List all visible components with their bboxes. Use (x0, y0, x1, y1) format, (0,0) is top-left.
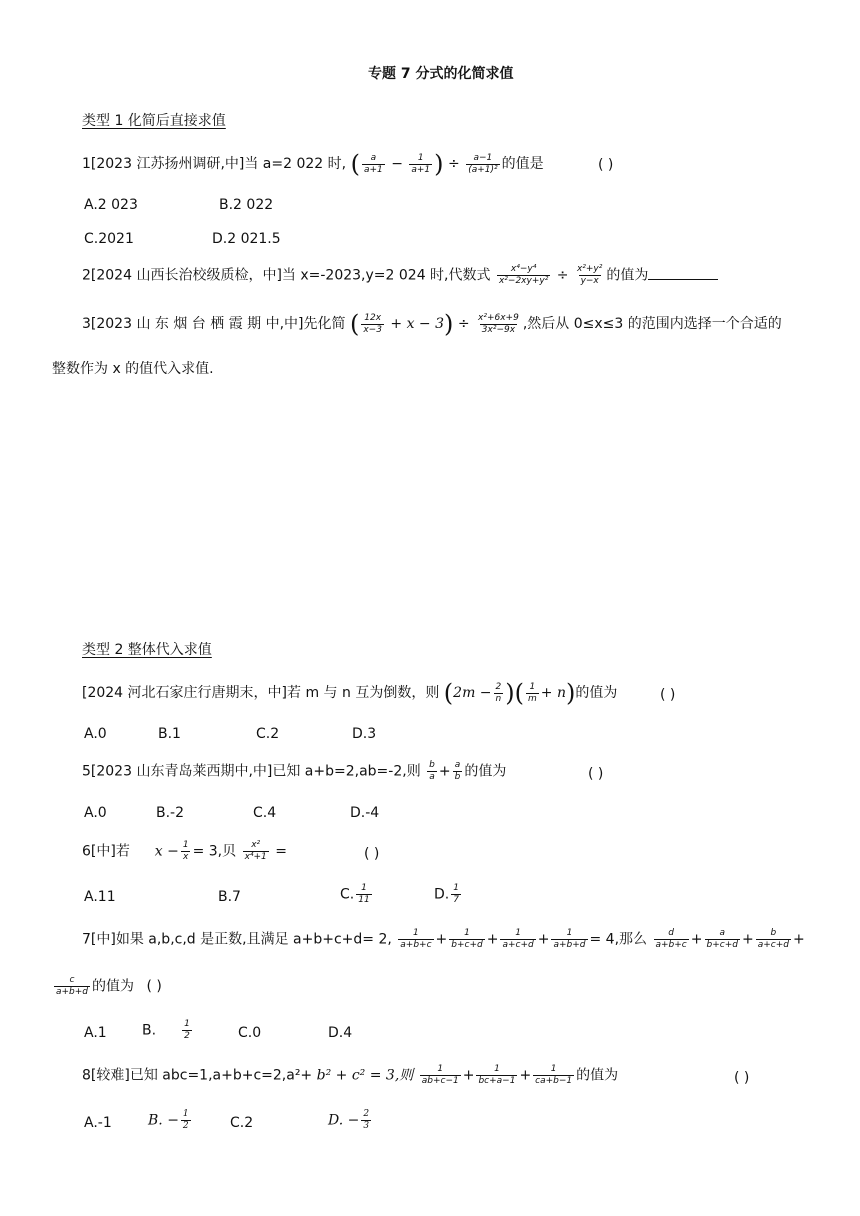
q6-expr: x − (154, 843, 179, 860)
right-paren: ) (566, 679, 576, 707)
q5-prefix: 5[2023 山东青岛莱西期中,中]已知 a+b=2,ab=-2,则 (82, 763, 421, 780)
plus-sign: + (792, 931, 805, 948)
divide-sign: ÷ (457, 316, 470, 332)
q2-answer-blank (648, 279, 718, 280)
q5-option-b: B.-2 (156, 805, 185, 821)
q8-fraction-2: $\frac{1}{bc+a-1}$ (478, 1064, 516, 1086)
q3-fraction-2: $\frac{\text{x²+6x+9}}{\text{3x²−9x}}$ (478, 312, 519, 335)
q4-prefix: [2024 河北石家庄行唐期末，中]若 m 与 n 互为倒数，则 (82, 685, 440, 701)
q5-fraction-2: $\frac{a}{b}$ (454, 760, 461, 782)
equals-sign: = (275, 843, 287, 860)
q2-prefix: 2[2024 山西长治校级质检，中]当 x=-2023,y=2 024 时,代数式 (82, 267, 491, 284)
q5-option-a: A.0 (84, 805, 107, 821)
q7-option-c: C.0 (238, 1025, 262, 1041)
divide-sign: ÷ (448, 156, 460, 172)
q2-suffix: 的值为 (606, 267, 649, 284)
question-7: 7[中]如果 a,b,c,d 是正数,且满足 a+b+c+d= 2, $\frac{1}{a+b+c}$ + $\frac{1}{b+c+d}$ + $\frac{1}{a+c+d}$ + $\frac{1}{a+b+d}$ = 4,那么 $\frac{d}{a+b+c}$ + $\frac{a}{b+c+d}$ + $\frac{b}{a+c+d}$ + (82, 928, 805, 950)
question-3 (82, 312, 782, 336)
q1-fraction-2: $\frac{1}{a+1}$ (411, 152, 431, 175)
q7-fraction-5: $\frac{d}{a+b+c}$ (655, 928, 687, 950)
question-6 (82, 840, 287, 863)
q7-prefix: 7[中]如果 a,b,c,d 是正数,且满足 a+b+c+d= 2, (82, 931, 392, 948)
q8-expr: b² + c² = 3,则 (316, 1067, 414, 1084)
q8-fraction-3: $\frac{1}{ca+b-1}$ (535, 1064, 573, 1086)
q2-fraction-2: $\frac{\text{x²+y²}}{y-x}$ (576, 264, 603, 286)
q6-option-c: C. $\frac{1}{11}$ (340, 883, 370, 905)
q6-prefix: 6[中]若 (82, 843, 130, 860)
plus-sign: + (438, 763, 451, 780)
q7-fraction-7: $\frac{b}{a+c+d}$ (757, 928, 789, 950)
q8-prefix: 8[较难]已知 abc=1,a+b+c=2,a²+ (82, 1067, 313, 1084)
q1-fraction-3: $\frac{a-1}{\text{(a+1)²}}$ (468, 152, 498, 175)
q4-answer-bracket: ( ) (660, 687, 676, 703)
section-heading-2: 类型 2 整体代入求值 (82, 642, 212, 658)
q7-fraction-4: $\frac{1}{a+b+d}$ (553, 928, 586, 950)
divide-sign: ÷ (556, 267, 569, 284)
q4-fraction-1: $\frac{2}{n}$ (495, 681, 502, 704)
q8-option-a: A.-1 (84, 1115, 112, 1131)
q4-fraction-2: $\frac{1}{m}$ (528, 681, 537, 704)
q6-fraction-1: $\frac{1}{x}$ (182, 840, 189, 862)
question-4 (82, 681, 617, 705)
right-paren: ) (505, 679, 515, 707)
q5-fraction-1: $\frac{b}{a}$ (429, 760, 435, 782)
q1-fraction-1: $\frac{a}{a+1}$ (363, 152, 383, 175)
q8-answer-bracket: ( ) (734, 1070, 750, 1086)
q3-suffix: ,然后从 0≤x≤3 的范围内选择一个合适的 (522, 316, 782, 332)
q4-term-2: + n (540, 685, 566, 701)
q1-prefix: 1[2023 江苏扬州调研,中]当 a=2 022 时, (82, 156, 347, 172)
q1-option-d: D.2 021.5 (212, 231, 281, 247)
q7-equals: = 4,那么 (589, 931, 648, 948)
q3-line-2: 整数作为 x 的值代入求值. (52, 361, 214, 377)
q8-suffix: 的值为 (576, 1067, 619, 1084)
q6-option-a: A.11 (84, 889, 116, 905)
q8-option-d: D. − $\frac{2}{3}$ (328, 1109, 370, 1131)
q4-option-c: C.2 (256, 726, 280, 742)
left-paren: ( (443, 679, 454, 707)
q7-fraction-3: $\frac{1}{a+c+d}$ (502, 928, 534, 950)
q7-option-a: A.1 (84, 1025, 107, 1041)
q4-suffix: 的值为 (575, 685, 618, 701)
q6-option-b: B.7 (218, 889, 241, 905)
q8-option-c: C.2 (230, 1115, 254, 1131)
q8-option-b: B. − $\frac{1}{2}$ (148, 1109, 189, 1131)
q6-expr-2: = 3,贝 (192, 843, 237, 860)
q5-suffix: 的值为 (464, 763, 507, 780)
q1-option-a: A.2 023 (84, 197, 138, 213)
q8-fraction-1: $\frac{1}{ab+c-1}$ (421, 1064, 459, 1086)
q3-fraction-1: $\frac{12x}{x-3}$ (363, 312, 382, 335)
q2-fraction-1: $\frac{\text{x⁴−y⁴}}{\text{x²−2xy+y²}}$ (498, 264, 549, 286)
q3-middle-expr: + x − 3 (390, 316, 445, 332)
q7-line-2 (52, 975, 162, 998)
section-heading-1: 类型 1 化简后直接求值 (82, 113, 226, 129)
left-paren: ( (350, 150, 360, 178)
q7-fraction-1: $\frac{1}{a+b+c}$ (400, 928, 432, 950)
right-paren: ) (434, 150, 444, 178)
q1-option-b: B.2 022 (219, 197, 274, 213)
q6-answer-bracket: ( ) (364, 846, 380, 862)
q1-option-c: C.2021 (84, 231, 134, 247)
q4-term: 2m − (453, 685, 492, 701)
q5-answer-bracket: ( ) (588, 766, 604, 782)
q4-option-a: A.0 (84, 726, 107, 742)
left-paren: ( (514, 679, 525, 707)
q4-option-b: B.1 (158, 726, 181, 742)
question-8: 8[较难]已知 abc=1,a+b+c=2,a²+ b² + c² = 3,则 $\frac{1}{ab+c-1}$ + $\frac{1}{bc+a-1}$ + $\frac{1}{ca+b-1}$ 的值为 (82, 1064, 619, 1086)
q5-option-c: C.4 (253, 805, 277, 821)
question-5 (82, 760, 506, 783)
q7-fraction-6: $\frac{a}{b+c+d}$ (706, 928, 738, 950)
page-title: 专题 7 分式的化简求值 (368, 66, 514, 82)
q7-option-b: B. $\frac{1}{2}$ (142, 1019, 190, 1041)
right-paren: ) (444, 310, 454, 338)
q7-answer-bracket: ( ) (146, 978, 162, 995)
minus-sign: − (391, 156, 403, 172)
q7-option-d: D.4 (328, 1025, 353, 1041)
q5-option-d: D.-4 (350, 805, 380, 821)
q1-suffix: 的值是 (501, 156, 544, 172)
q7-fraction-2: $\frac{1}{b+c+d}$ (451, 928, 483, 950)
question-2 (82, 264, 718, 287)
left-paren: ( (349, 310, 360, 338)
q1-answer-bracket: ( ) (598, 157, 614, 173)
q7-fraction-8: $\frac{c}{a+b+d}$ (56, 975, 89, 997)
q6-fraction-2: $\frac{\text{x²}}{\text{x⁴+1}}$ (244, 840, 267, 862)
q7-suffix: 的值为 (92, 978, 135, 995)
q4-option-d: D.3 (352, 726, 377, 742)
q3-prefix: 3[2023 山 东 烟 台 栖 霞 期 中,中]先化简 (82, 316, 346, 332)
q6-option-d: D. $\frac{1}{7}$ (434, 883, 459, 905)
question-1 (82, 152, 544, 176)
